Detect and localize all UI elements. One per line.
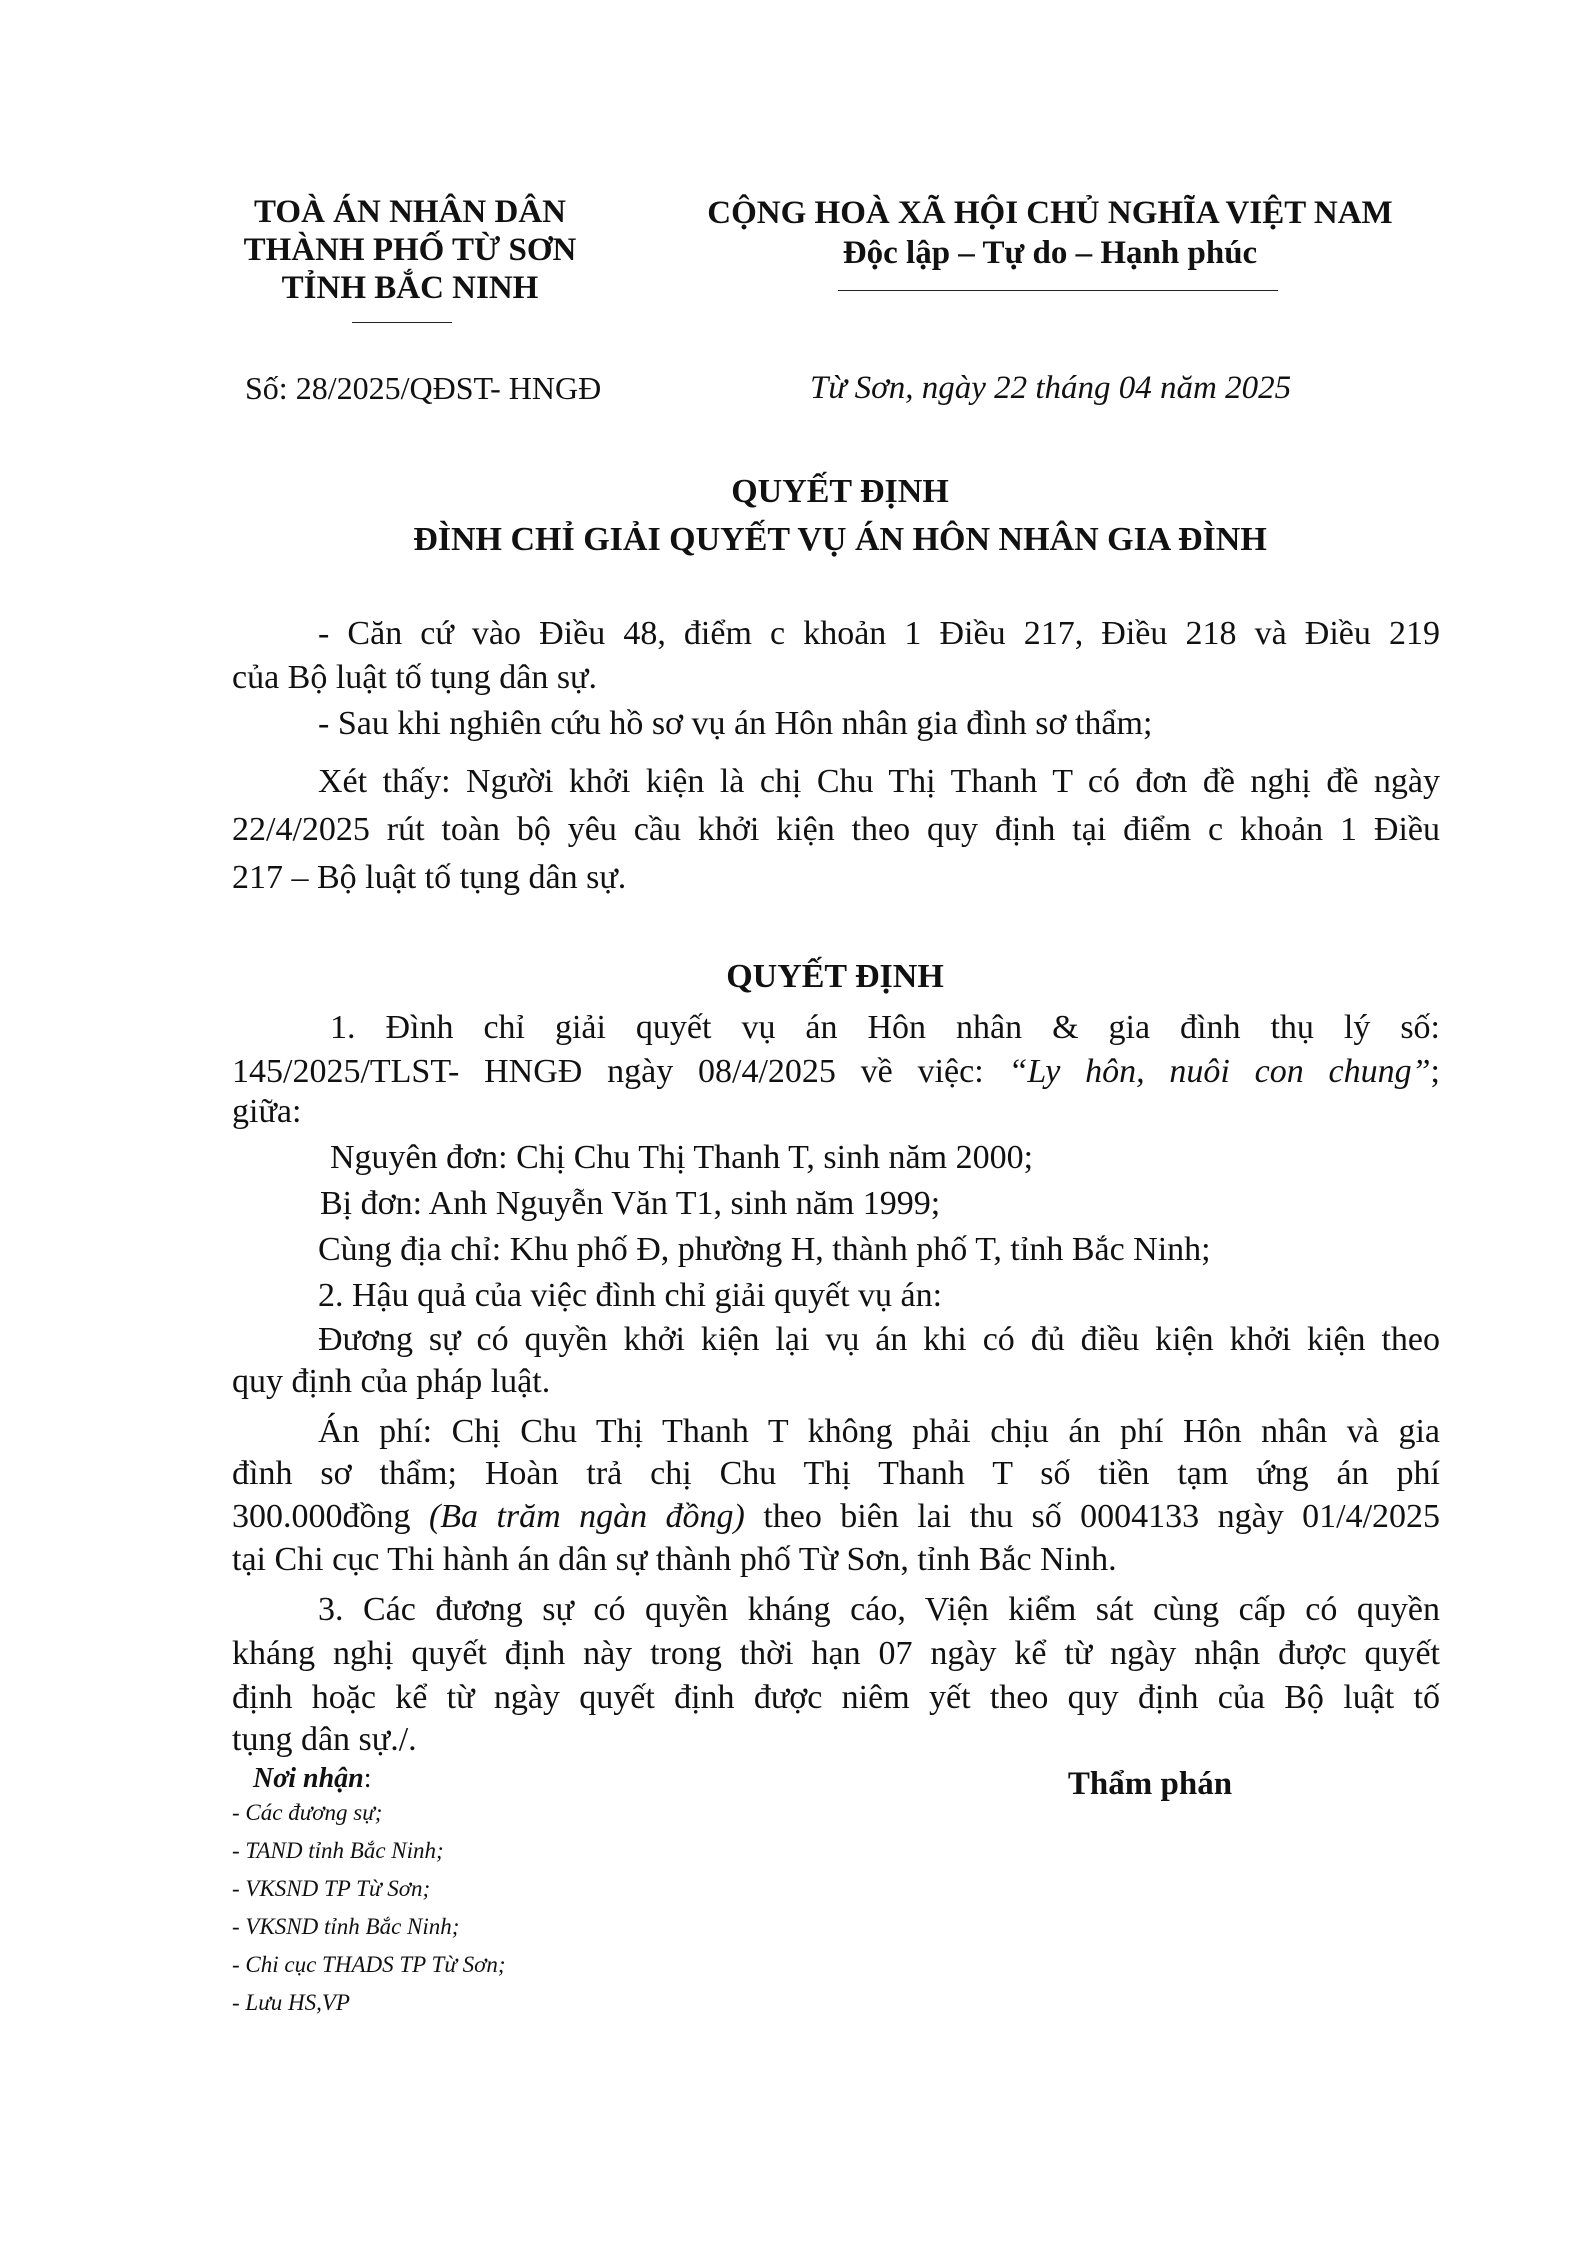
- decision-item-3-line-3: định hoặc kể từ ngày quyết định được niêm yết theo quy định của Bộ luật tố: [232, 1679, 1440, 1716]
- recipient-item: - Chi cục THADS TP Từ Sơn;: [232, 1952, 506, 1977]
- decision-item-3-line-2: kháng nghị quyết định này trong thời hạn 07 ngày kể từ ngày nhận được quyết: [232, 1635, 1440, 1672]
- national-header: [660, 193, 1440, 273]
- nation-line-1: CỘNG HOÀ XÃ HỘI CHỦ NGHĨA VIỆT NAM: [707, 195, 1393, 231]
- fee-amount: 300.000đồng: [232, 1498, 411, 1535]
- fee-receipt: theo biên lai thu số 0004133 ngày 01/4/2025: [763, 1498, 1441, 1535]
- decision-item-1-line-2: [232, 1052, 1440, 1092]
- fee-line-4: tại Chi cục Thi hành án dân sự thành phố Từ Sơn, tỉnh Bắc Ninh.: [232, 1541, 1117, 1578]
- recipient-item: - VKSND TP Từ Sơn;: [232, 1876, 431, 1901]
- basis-line-5: 22/4/2025 rút toàn bộ yêu cầu khởi kiện theo quy định tại điểm c khoản 1 Điều: [232, 811, 1440, 848]
- case-subject-end: ;: [1430, 1053, 1440, 1090]
- recipients-heading-colon: :: [363, 1763, 372, 1794]
- fee-line-3: [232, 1497, 1440, 1537]
- decision-item-3-line-1: 3. Các đương sự có quyền kháng cáo, Viện kiểm sát cùng cấp có quyền: [318, 1591, 1440, 1628]
- decision-item-2-line-1: Đương sự có quyền khởi kiện lại vụ án khi có đủ điều kiện khởi kiện theo: [318, 1321, 1440, 1358]
- plaintiff: Nguyên đơn: Chị Chu Thị Thanh T, sinh năm 2000;: [330, 1139, 1034, 1176]
- decision-heading: QUYẾT ĐỊNH: [726, 958, 944, 995]
- title-line-1: QUYẾT ĐỊNH: [731, 473, 949, 510]
- decision-item-1-line-1: 1. Đình chỉ giải quyết vụ án Hôn nhân & gia đình thụ lý số:: [330, 1009, 1440, 1046]
- document-number: Số: 28/2025/QĐST- HNGĐ: [245, 370, 602, 406]
- decision-item-2-line-2: quy định của pháp luật.: [232, 1363, 551, 1400]
- court-line-3: TỈNH BẮC NINH: [281, 270, 539, 306]
- recipient-item: - TAND tỉnh Bắc Ninh;: [232, 1838, 444, 1863]
- fee-line-2: đình sơ thẩm; Hoàn trả chị Chu Thị Thanh T số tiền tạm ứng án phí: [232, 1455, 1440, 1492]
- fee-amount-words: (Ba trăm ngàn đồng): [428, 1498, 745, 1535]
- title-line-2: ĐÌNH CHỈ GIẢI QUYẾT VỤ ÁN HÔN NHÂN GIA ĐÌNH: [413, 521, 1267, 558]
- recipient-item: - Các đương sự;: [232, 1800, 383, 1825]
- court-underline: [352, 322, 452, 323]
- document-title: [0, 468, 1586, 564]
- defendant: Bị đơn: Anh Nguyễn Văn T1, sinh năm 1999;: [320, 1185, 941, 1222]
- basis-line-3: - Sau khi nghiên cứu hồ sơ vụ án Hôn nhân gia đình sơ thẩm;: [318, 705, 1153, 742]
- basis-line-1: - Căn cứ vào Điều 48, điểm c khoản 1 Điều 217, Điều 218 và Điều 219: [318, 615, 1440, 652]
- basis-line-2: của Bộ luật tố tụng dân sự.: [232, 659, 597, 696]
- case-subject: “Ly hôn, nuôi con chung”: [1008, 1053, 1431, 1090]
- court-name: [215, 193, 605, 307]
- place-date: Từ Sơn, ngày 22 tháng 04 năm 2025: [810, 370, 1292, 406]
- address: Cùng địa chỉ: Khu phố Đ, phường H, thành phố T, tỉnh Bắc Ninh;: [318, 1231, 1211, 1268]
- recipients-heading: [253, 1762, 372, 1796]
- basis-line-6: 217 – Bộ luật tố tụng dân sự.: [232, 859, 627, 896]
- signature-title: Thẩm phán: [1067, 1766, 1233, 1802]
- court-line-1: TOÀ ÁN NHÂN DÂN: [254, 194, 566, 230]
- recipient-item: - VKSND tỉnh Bắc Ninh;: [232, 1914, 460, 1939]
- decision-item-2: 2. Hậu quả của việc đình chỉ giải quyết vụ án:: [318, 1277, 943, 1314]
- decision-item-3-line-4: tụng dân sự./.: [232, 1721, 417, 1758]
- recipient-item: - Lưu HS,VP: [232, 1990, 350, 2015]
- decision-item-1-line-3: giữa:: [232, 1093, 302, 1130]
- court-line-2: THÀNH PHỐ TỪ SƠN: [243, 232, 577, 268]
- case-number-text: 145/2025/TLST- HNGĐ ngày 08/4/2025 về việc:: [232, 1053, 984, 1090]
- fee-line-1: Án phí: Chị Chu Thị Thanh T không phải chịu án phí Hôn nhân và gia: [318, 1413, 1440, 1450]
- motto-underline: [838, 290, 1278, 291]
- nation-motto: Độc lập – Tự do – Hạnh phúc: [842, 235, 1258, 271]
- basis-line-4: Xét thấy: Người khởi kiện là chị Chu Thị Thanh T có đơn đề nghị đề ngày: [318, 763, 1440, 800]
- recipients-heading-text: Nơi nhận: [253, 1763, 364, 1794]
